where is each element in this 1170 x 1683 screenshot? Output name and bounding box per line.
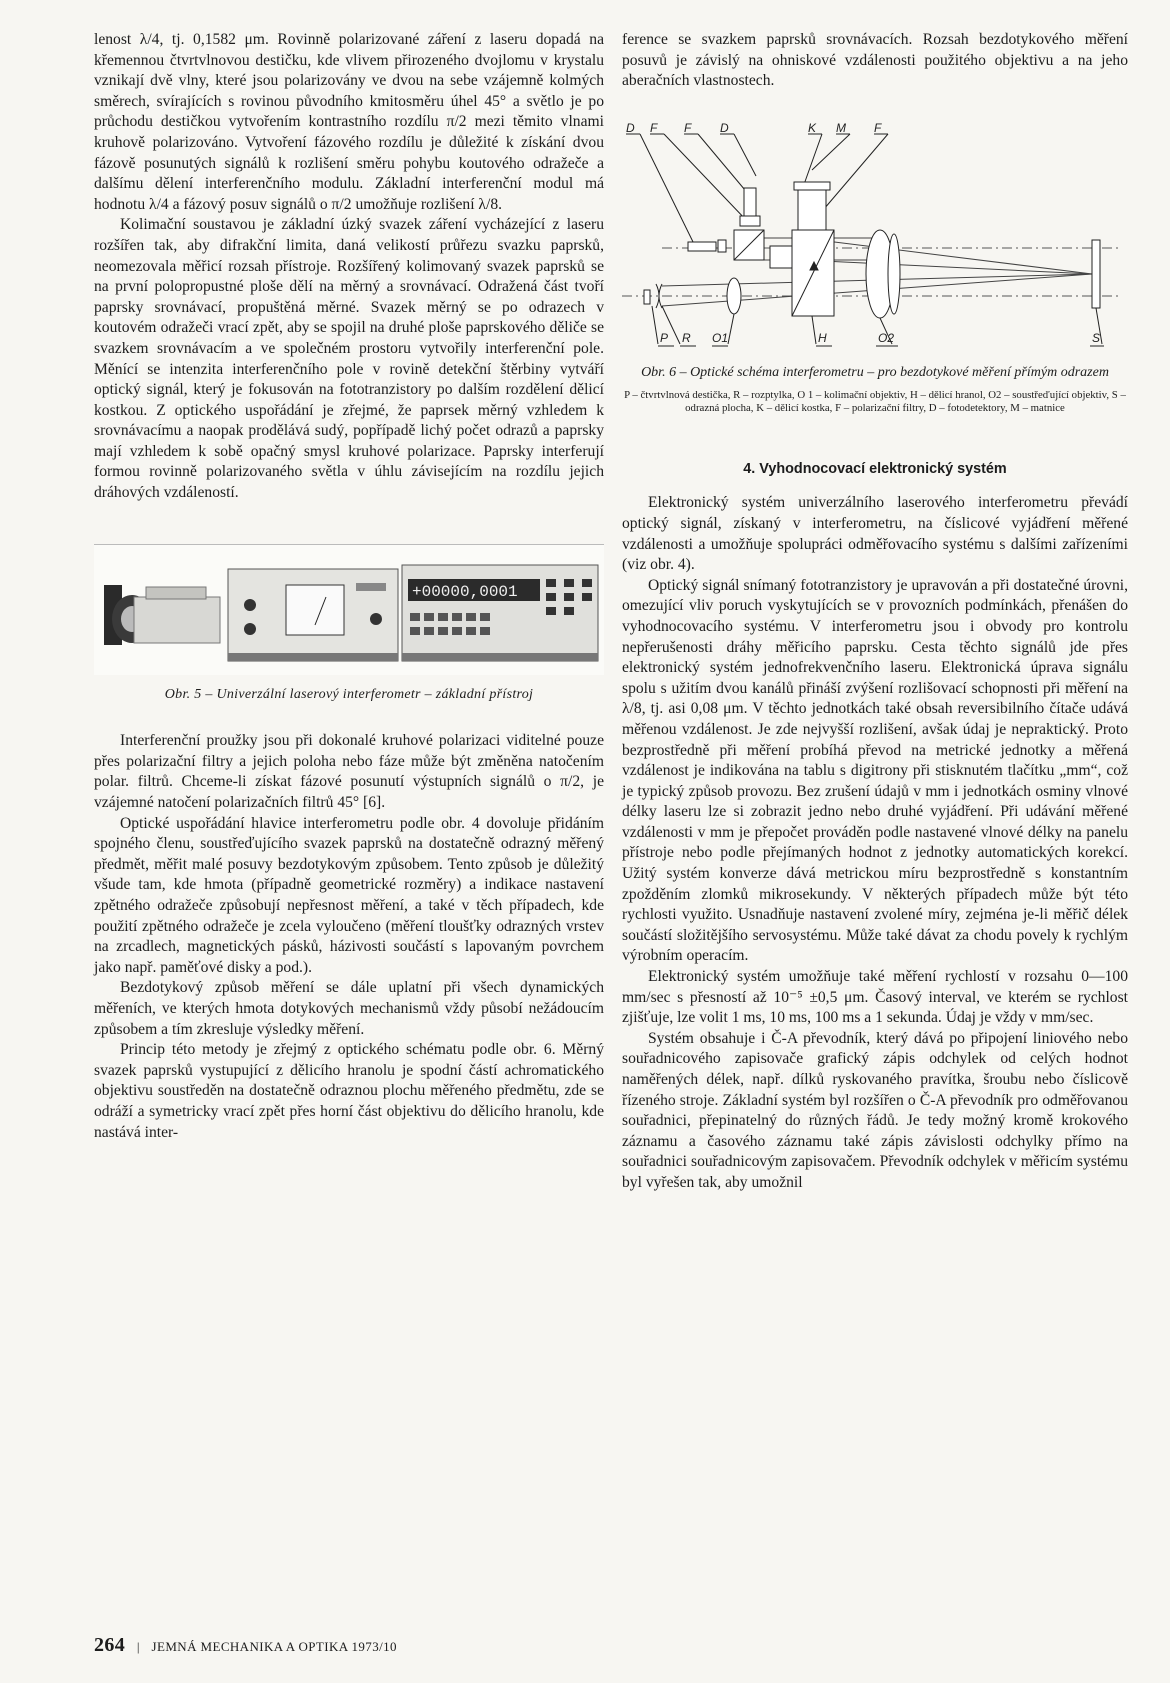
figure-6-legend: P – čtvrtvlnová destička, R – rozptylka, O 1 – kolimační objektiv, H – dělicí hranol, O2 – soustřeďující objektiv, S – odrazná plocha, K – dělicí kostka, F – polarizační filtry, D – fotodetektory, M – matnice [624,388,1126,414]
label-o2: O2 [878,330,895,345]
label-k: K [808,120,817,135]
label-d: D [720,120,729,135]
page-number: 264 [94,1634,126,1656]
section-heading: 4. Vyhodnocovací elektronický systém [743,460,1007,477]
journal-name: JEMNÁ MECHANIKA A OPTIKA 1973/10 [151,1639,397,1654]
paragraph: Optický signál snímaný fototranzistory je upravován a při dostatečné úrovni, omezující vliv poruch vyskytujících se v provozních podmínkách, přenášen do vyhodnocovacího systému. V interferometru jsou i obvody pro kontrolu nepřerušenosti dráhy měřicího paprsku. Cesta těchto signálů jde přes elektronický systém jednofrekvenčního laseru. Elektronická úprava signálu spolu s užitím dvou kanálů přináší zvýšení rozlišovací schopnosti při měření na λ/8, tj. asi 0,08 μm. V těchto jednotkách také obsah reversibilního čítače udává měřenou vzdálenost. Je zde nejvyšší rozlišení, avšak údaj je nepraktický. Proto bezprostředně při měření probíhá převod na metrické jednotky a měřená vzdálenost je indikována na tablu s digitrony při stisknutém tlačítku „mm“, což je typický způsob provozu. Bez zrušení údajů v mm i jednotkách osminy vlnové délky laseru lze si zobrazit jedno nebo druhé vyjádření. Při udávání měřené vzdálenosti v mm je přepočet prováděn podle nastavené vlnové délky na panelu přístroje nebo podle přejímaných hodnot z jednotky automatických korekcí. Užitý systém konverze dává metrickou míru bezprostředně s konstantním zpožděním zlomků mikrosekundy. V některých případech může být této rychlosti využito. Usnadňuje nastavení zvolené míry, zejména je-li měřič délek součástí složitějšího servosystému. Může také dávat za chodu povely k rychlým výrobním operacím. [622,576,1128,965]
analog-meter [286,585,344,635]
figure-5-caption: Obr. 5 – Univerzální laserový interferometr – základní přístroj [164,686,534,702]
label-d: D [626,120,635,135]
control-button [582,579,592,587]
display-readout: +00000,0001 [412,582,518,601]
label-o1: O1 [712,330,729,345]
control-button [546,579,556,587]
control-button [564,579,574,587]
paragraph: ference se svazkem paprsků srovnávacích. Rozsah bezdotykového měření posuvů je závislý na ohniskové vzdálenosti použitého objektivu a na jeho aberačních vlastnostech. [622,31,1128,90]
label-r: R [682,330,691,345]
label-s: S [1092,330,1101,345]
label-m: M [836,120,846,135]
control-button [564,607,574,615]
label-f: F [650,120,658,135]
label-f: F [874,120,882,135]
paragraph: Elektronický systém univerzálního laserového interferometru převádí optický signál, získaný v interferometru, na číslicové vyjádření měřené vzdálenosti a umožňuje spolupráci odměřovacího systému s dalšími zařízeními (viz obr. 4). [622,494,1128,574]
right-column [622,30,1128,1194]
footer-separator: | [136,1639,140,1654]
paragraph: Optické uspořádání hlavice interferometru podle obr. 4 dovoluje přidáním spojného členu, soustřeďujícího svazek paprsků na dostatečně odrazný měřený předmět, měřit malé posuvy bezdotykovým způsobem. Tento způsob je důležitý všude tam, kde hmota (případně geometrické rozměry) a indikace nastavení zpětného odražeče způsobují nepřesnost měření, a také v těch případech, kde použití zpětného odražeče je zcela vyloučeno (měření tloušťky odrazných vrstev na zrcadlech, magnetických pásků, házivosti součástí s lapovaným povrchem jako např. paměťové disky a pod.). [94,814,604,976]
control-button [546,593,556,601]
label-h: H [818,330,827,345]
paragraph: Interferenční proužky jsou při dokonalé kruhové polarizaci viditelné pouze přes polarizační filtry a jejich poloha nebo fáze může být změněna natočením polar. filtrů. Chceme-li získat fázové posunutí výstupních signálů o π/2, je vzájemné natočení polarizačních filtrů 45° [6]. [94,732,604,812]
figure-6-caption: Obr. 6 – Optické schéma interferometru – pro bezdotykové měření přímým odrazem [641,364,1109,380]
figure-5-photo [94,544,604,675]
figure-6-schema [622,118,1128,356]
paragraph: Kolimační soustavou je základní úzký svazek záření vycházející z laseru rozšířen tak, aby difrakční limita, daná velikostí průřezu svazku paprsků, neomezovala měřicí rozsah přístroje. Rozšířený kolimovaný svazek paprsků se na první polopropustné ploše dělí na měrný a srovnávací. Odražená část tvoří paprsky srovnávací, propuštěná měrné. Svazek měrný se po odrazech v koutovém odražeči vrací zpět, aby se spojil na druhé ploše paprskového děliče se svazkem srovnávacím a ve společném prostoru vytvořily interferenční pole. Měnící se intenzita interferenčního pole v rovině detekční štěrbiny vytváří optický signál, který je fokusován na fototranzistory po dalším rozdělení dělicí kostkou. Z optického uspořádání je zřejmé, že paprsek měrný vzhledem k srovnávacímu a naopak prodělává sudý, popřípadě lichý počet odrazů a paprsky mají vzhledem k sobě opačný smysl kruhové polarizace. Paprsky interferují formou rovinně polarizovaného světla v úhlu závisejícím na rozdílu jejich dráhových vzdáleností. [94,216,604,502]
label-p: P [660,330,669,345]
left-column [94,30,604,1143]
paragraph: Bezdotykový způsob měření se dále uplatní při všech dynamických měřeních, ve kterých hmota dotykových mechanismů vždy působí nežádoucím způsobem a tím zkresluje výsledky měření. [94,979,604,1038]
control-button [582,593,592,601]
paragraph: lenost λ/4, tj. 0,1582 μm. Rovinně polarizované záření z laseru dopadá na křemennou čtvrtvlnovou destičku, kde vlivem přirozeného dvojlomu v krystalu vznikají dvě vlny, které jsou polarizovány ve dvou na sebe vzájemně kolmých směrech, svírajících s rovinou původního kmitosměru úhel 45° a světlo je po průchodu destičkou vytvořením kontrastního rozdílu π/2 mezi těmito vlnami kruhově polarizováno. Vytvoření fázového rozdílu je důležité k získání dvou fázově posunutých signálů k rozlišení směru pohybu koutového odražeče a dalšímu dělení interferenčního modulu. Základní interferenční modul má hodnotu λ/4 a fázový posuv signálů o π/2 umožňuje rozlišení λ/8. [94,31,604,213]
instrument-photo [94,545,604,675]
optical-schema-diagram [622,118,1128,356]
page-footer [94,1634,397,1657]
control-button [564,593,574,601]
paragraph: Systém obsahuje i Č-A převodník, který dává po připojení liniového nebo souřadnicového zapisovače grafický zápis odchylek od celých hodnot naměřených délek, např. dílků ryskovaného pravítka, šroubu nebo číslicově řízeného stroje. Základní systém byl rozšířen o Č-A převodník pro odměřovanou souřadnici, přepinatelný do různých řádů. Je tedy možný kromě krokového záznamu a časového záznamu také zápis závislosti odchylky přímo na souřadnici souřadnicovým zapisovačem. Převodník odchylek v měřicím systému byl vyřešen tak, aby umožnil [622,1029,1128,1191]
label-f: F [684,120,692,135]
control-button [546,607,556,615]
paragraph: Elektronický systém umožňuje také měření rychlostí v rozsahu 0—100 mm/sec s přesností až 10⁻⁵ ±0,5 μm. Časový interval, ve kterém se rychlost zjišťuje, lze volit 1 ms, 10 ms, 100 ms a 1 sekunda. Údaj je vždy v mm/sec. [622,968,1128,1027]
laser-tube [134,597,220,643]
paragraph: Princip této metody je zřejmý z optického schématu podle obr. 6. Měrný svazek paprsků vystupující z dělicího hranolu je spodní částí achromatického objektivu soustředěn na dostatečně odraznou plochu měřeného předmětu, zde se odráží a symetricky vrací zpět přes horní část objektivu do dělicího hranolu, kde nastává inter- [94,1041,604,1141]
